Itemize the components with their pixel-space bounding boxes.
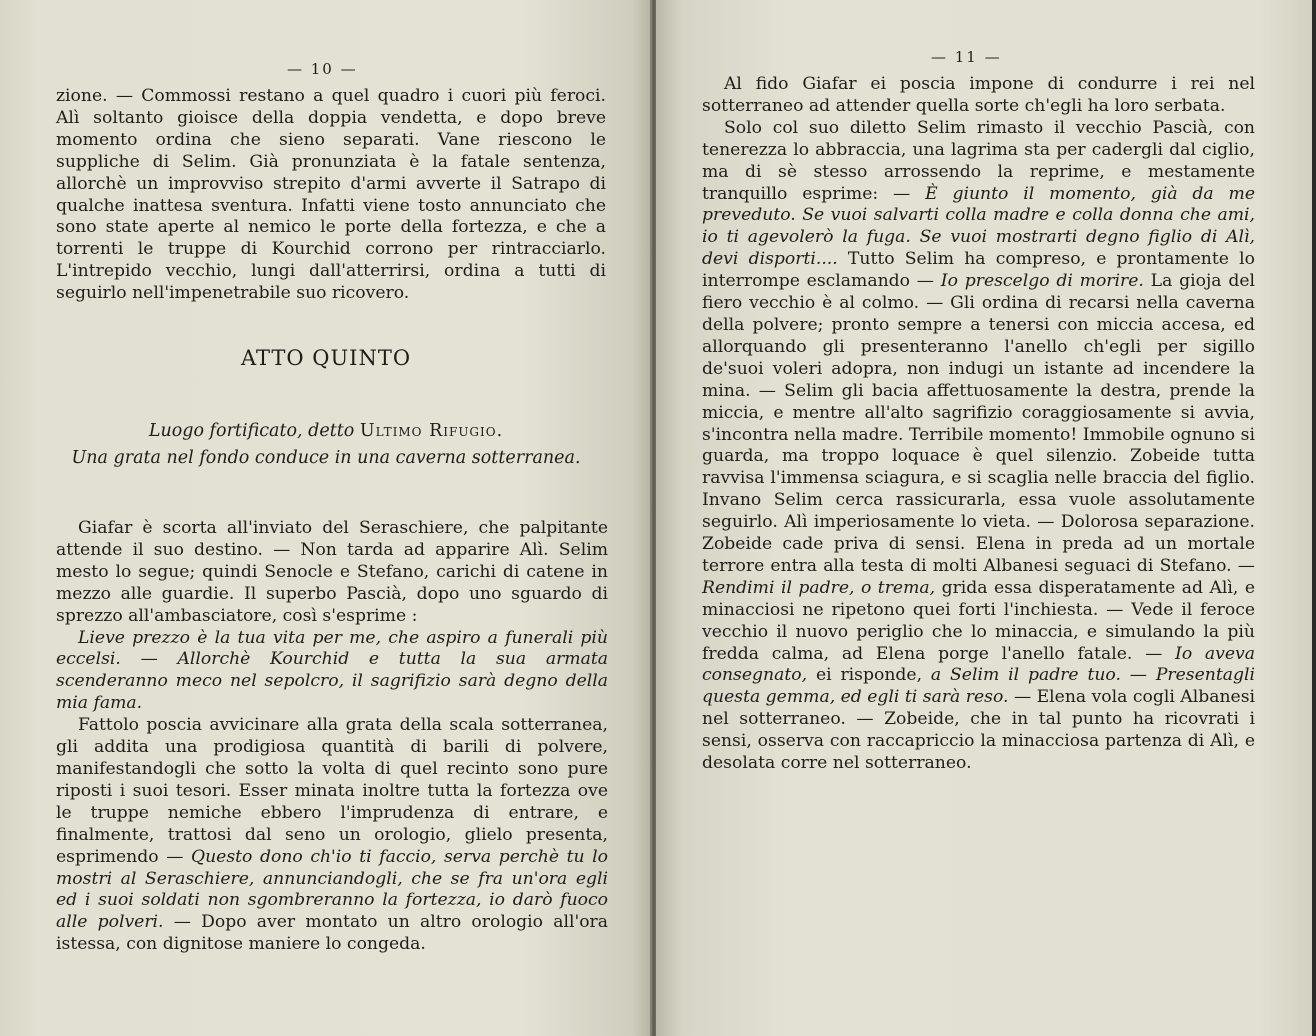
quote-text: Questo dono ch'io ti faccio, serva perchè tu lo mostri al Seraschiere, annunciandogli, che se fra un'ora egli ed i suoi soldati non sgombreranno la fortezza, io darò fuoco alle polveri. xyxy=(56,846,609,933)
quote-text: a Selim il padre tuo. — Presentagli questa gemma, ed egli ti sarà reso. xyxy=(702,665,1255,708)
paragraph-text: — Dopo aver montato un altro orologio all'ora istessa, con dignitose maniere lo congeda. xyxy=(56,912,608,955)
paragraph-text: zione. — Commossi restano a quel quadro i cuori più feroci. Alì soltanto gioisce della doppia vendetta, e dopo breve momento ordina che sieno separati. Vane riescono le suppliche di Selim. Già pronunziata è la fatale sentenza, allorchè un improvviso strepito d'armi avverte il Satrapo di qualche inattesa sventura. Infatti viene tosto annunciato che sono state aperte al nemico le porte della fortezza, e che a torrenti le truppe di Kourchid corrono per rintracciarlo. L'intrepido vecchio, lungi dall'atterrirsi, ordina a tutti di seguirlo nell'impenetrabile suo ricovero. xyxy=(56,86,606,304)
paragraph xyxy=(702,118,1255,775)
right-body xyxy=(702,74,1255,775)
page-number: — 10 — xyxy=(287,60,358,78)
quote-text: È giunto il momento, già da me preveduto. Se vuoi salvarti colla madre e colla donna che ami, io ti agevolerò la fuga. Se vuoi mostrarti degno figlio di Alì, devi disporti.... xyxy=(702,183,1255,270)
left-page xyxy=(0,0,652,1036)
paragraph-text: ei risponde, xyxy=(815,665,923,686)
quote-text: Lieve prezzo è la tua vita per me, che aspiro a funerali più eccelsi. — Allorchè Kourchid e tutta la sua armata scenderanno meco nel sepolcro, il sagrifizio sarà degno della mia fama. xyxy=(56,627,608,714)
paragraph-text: Tutto Selim ha compreso, e prontamente lo interrompe esclamando — xyxy=(702,249,1255,292)
paragraph-text: — Elena vola cogli Albanesi nel sotterraneo. — Zobeide, che in tal punto ha ricovrati i sensi, osserva con raccapriccio la minacciosa partenza di Alì, e desolata corre nel sotterraneo. xyxy=(702,687,1256,774)
place-text: Luogo fortificato, detto xyxy=(148,421,355,441)
background-edge xyxy=(1312,0,1316,1036)
scene-setting xyxy=(0,418,652,472)
act-body xyxy=(56,518,608,956)
paragraph xyxy=(56,715,608,956)
quote xyxy=(56,628,608,716)
paragraph-text: Giafar è scorta all'inviato del Seraschiere, che palpitante attende il suo destino. — Non tarda ad apparire Alì. Selim mesto lo segue; quindi Senocle e Stefano, carichi di catene in mezzo alle guardie. Il superbo Pascià, dopo uno sguardo di sprezzo all'ambasciatore, così s'esprime : xyxy=(56,518,608,626)
quote-text: Rendimi il padre, o trema, xyxy=(702,577,936,598)
paragraph-text: Al fido Giafar ei poscia impone di condurre i rei nel sotterraneo ad attender quella sorte ch'egli ha loro serbata. xyxy=(702,74,1255,116)
scene-setting-line-1 xyxy=(0,418,652,445)
paragraph-text: La gioja del fiero vecchio è al colmo. — Gli ordina di recarsi nella caverna della polvere; pronto sempre a tenersi con miccia accesa, ed allorquando gli presenteranno l'anello ch'egli per sigillo de'suoi voleri adopra, non indugi un istante ad incendere la mina. — Selim gli bacia affettuosamente la destra, prende la miccia, e mentre all'alto sagrifizio coraggiosamente si avvia, s'incontra nella madre. Terribile momento! Immobile ognuno si guarda, ma troppo loquace è quel silenzio. Zobeide tutta ravvisa l'immensa sciagura, e si scaglia nelle braccia del figlio. Invano Selim cerca rassicurarla, essa vuole assolutamente seguirlo. Alì imperiosamente lo vieta. — Dolorosa separazione. Zobeide cade priva di sensi. Elena in preda ad un mortale terrore entra alla testa di molti Albanesi seguaci di Stefano. — xyxy=(702,271,1256,576)
paragraph-text: Solo col suo diletto Selim rimasto il vecchio Pascià, con tenerezza lo abbraccia, una lagrima sta per cadergli dal ciglio, ma di sè stesso arrossendo la reprime, e mestamente tranquillo esprime: — xyxy=(702,117,1255,204)
quote-text: Io aveva consegnato, xyxy=(702,643,1256,686)
scene-setting-line-2: Una grata nel fondo conduce in una caverna sotterranea. xyxy=(71,448,581,468)
place-name: Ultimo Rifugio. xyxy=(359,421,504,441)
paragraph xyxy=(56,86,606,305)
paragraph-text: Fattolo poscia avvicinare alla grata della scala sotterranea, gli addita una prodigiosa quantità di barili di polvere, manifestandogli che sotto la volta di quel recinto sono pure riposti i suoi tesori. Esser minata inoltre tutta la fortezza ove le truppe nemiche ebbero l'imprudenza di entrare, e finalmente, trattosi dal seno un orologio, glielo presenta, esprimendo — xyxy=(56,715,608,867)
right-page xyxy=(656,0,1312,1036)
quote-text: Io prescelgo di morire. xyxy=(940,271,1144,292)
act-heading: ATTO QUINTO xyxy=(240,346,412,370)
paragraph-text: grida essa disperatamente ad Alì, e minacciosi ne ripetono quei forti l'inchiesta. — Vede il feroce vecchio il nuovo periglio che lo minaccia, e simulando la più fredda calma, ad Elena porge l'anello fatale. — xyxy=(702,577,1255,664)
page-number: — 11 — xyxy=(931,48,1002,66)
